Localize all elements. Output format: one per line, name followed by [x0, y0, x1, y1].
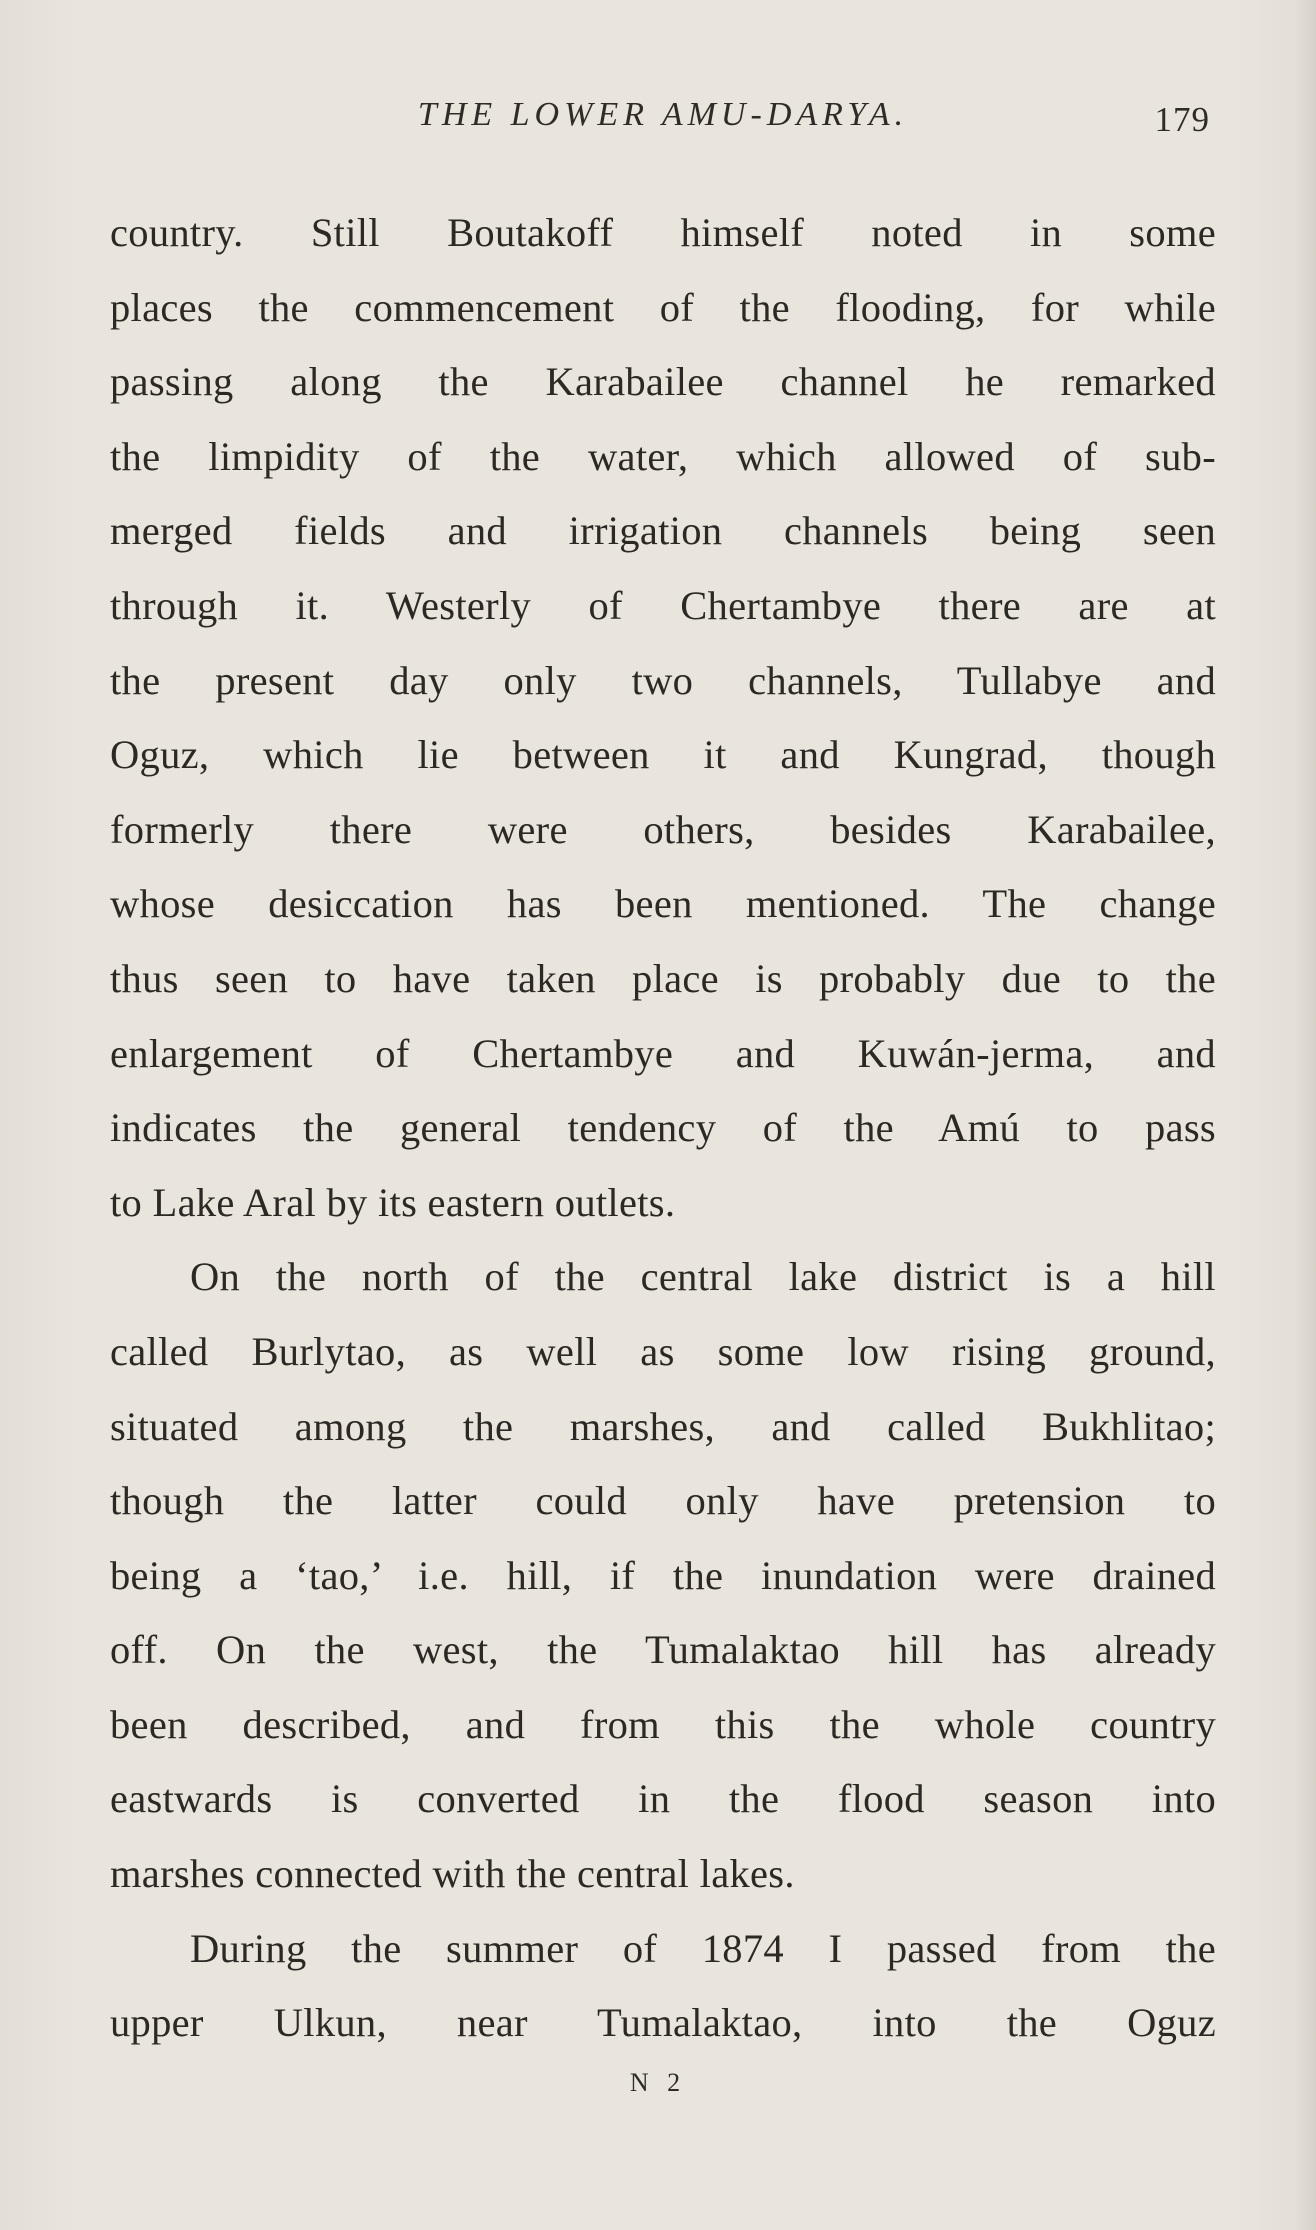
text-line: enlargement of Chertambye and Kuwán-jerma, and [110, 1030, 1216, 1076]
text-line: called Burlytao, as well as some low rising ground, [110, 1328, 1216, 1374]
text-line: Oguz, which lie between it and Kungrad, though [110, 732, 1216, 778]
text-line: situated among the marshes, and called Bukhlitao; [110, 1403, 1216, 1449]
text-line: country. Still Boutakoff himself noted in some [110, 210, 1216, 255]
text-line: to Lake Aral by its eastern outlets. [110, 1179, 676, 1225]
text-line: the limpidity of the water, which allowed of sub- [110, 433, 1216, 479]
running-title: THE LOWER AMU-DARYA. [417, 96, 909, 133]
text-line: the present day only two channels, Tullabye and [110, 657, 1216, 703]
text-line: merged fields and irrigation channels being seen [110, 508, 1216, 554]
running-head [110, 96, 1216, 156]
text-line: passing along the Karabailee channel he remarked [110, 359, 1216, 405]
text-line: eastwards is converted in the flood season into [110, 1776, 1216, 1822]
text-line: being a ‘tao,’ i.e. hill, if the inundation were drained [110, 1552, 1216, 1598]
text-line: upper Ulkun, near Tumalaktao, into the Oguz [110, 2000, 1216, 2046]
text-line: places the commencement of the flooding, for while [110, 284, 1216, 330]
text-line: been described, and from this the whole country [110, 1701, 1216, 1747]
text-line: though the latter could only have pretension to [110, 1478, 1216, 1524]
text-line: marshes connected with the central lakes. [110, 1851, 795, 1897]
text-line: indicates the general tendency of the Amú to pass [110, 1105, 1216, 1151]
text-line: thus seen to have taken place is probably due to the [110, 955, 1216, 1001]
text-line: through it. Westerly of Chertambye there are at [110, 582, 1216, 628]
signature-mark: N 2 [629, 2068, 687, 2097]
page-edge-shadow [1296, 0, 1316, 2230]
body-text [110, 196, 1216, 2061]
text-line: During the summer of 1874 I passed from the [190, 1925, 1216, 1971]
text-line: whose desiccation has been mentioned. The change [110, 881, 1216, 927]
text-line: off. On the west, the Tumalaktao hill has already [110, 1627, 1216, 1673]
text-line: On the north of the central lake district is a hill [190, 1254, 1216, 1300]
text-line: formerly there were others, besides Karabailee, [110, 806, 1216, 852]
page-number: 179 [1154, 100, 1210, 139]
